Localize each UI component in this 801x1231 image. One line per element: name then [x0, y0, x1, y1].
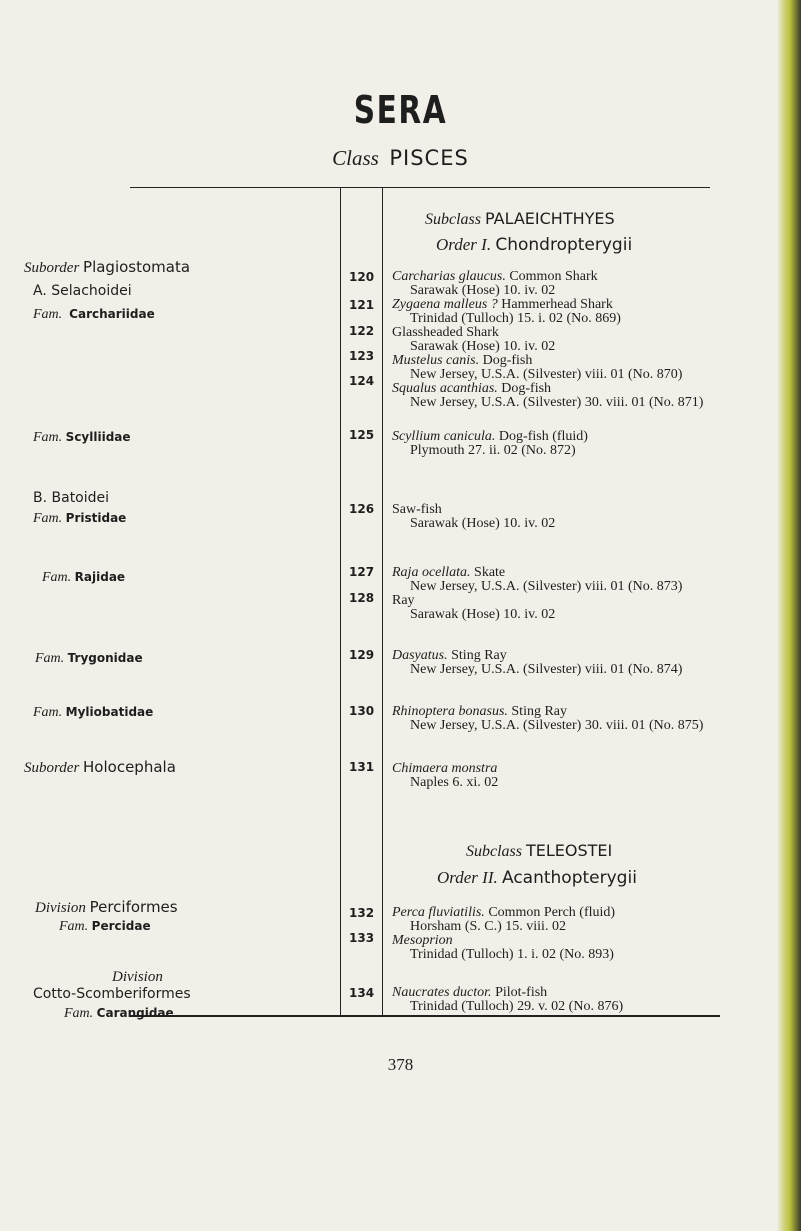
page-title: SERA	[353, 88, 448, 132]
division-perciformes: Division Perciformes	[35, 898, 178, 916]
subclass-palaeichthyes: Subclass PALAEICHTHYES	[425, 209, 615, 228]
fam-rajidae: Fam. Rajidae	[42, 570, 126, 585]
order-acanthopterygii: Order II. Acanthopterygii	[437, 868, 637, 888]
order-chondropterygii: Order I. Chondropterygii	[436, 235, 633, 255]
table-top-rule	[130, 187, 710, 188]
subclass-teleostei: Subclass TELEOSTEI	[466, 841, 613, 860]
fam-myliobatidae: Fam. Myliobatidae	[33, 705, 154, 720]
fam-scylliidae: Fam. Scylliidae	[33, 430, 131, 445]
division-cotto-scomberiformes: Cotto-Scomberiformes	[33, 986, 191, 1002]
fam-trygonidae: Fam. Trygonidae	[35, 651, 143, 666]
class-label: Class	[332, 146, 379, 170]
class-name: PISCES	[389, 146, 469, 170]
fam-carangidae: Fam. Carangidae	[64, 1006, 174, 1021]
page-number: 378	[387, 1055, 414, 1074]
suborder-plagiostomata: Suborder Plagiostomata	[24, 258, 191, 276]
column-rule-right	[382, 188, 383, 1016]
fam-carchariidae: Fam. Carchariidae	[33, 307, 155, 322]
fam-pristidae: Fam. Pristidae	[33, 511, 127, 526]
group-batoidei: B. Batoidei	[33, 490, 110, 506]
fam-percidae: Fam. Percidae	[59, 919, 151, 934]
class-heading	[0, 146, 801, 171]
page-edge	[777, 0, 801, 1231]
division-label: Division	[112, 969, 163, 985]
column-rule-left	[340, 188, 341, 1016]
table-bottom-rule	[130, 1015, 720, 1017]
group-selachoidei: A. Selachoidei	[33, 283, 132, 299]
suborder-holocephala: Suborder Holocephala	[24, 758, 176, 776]
